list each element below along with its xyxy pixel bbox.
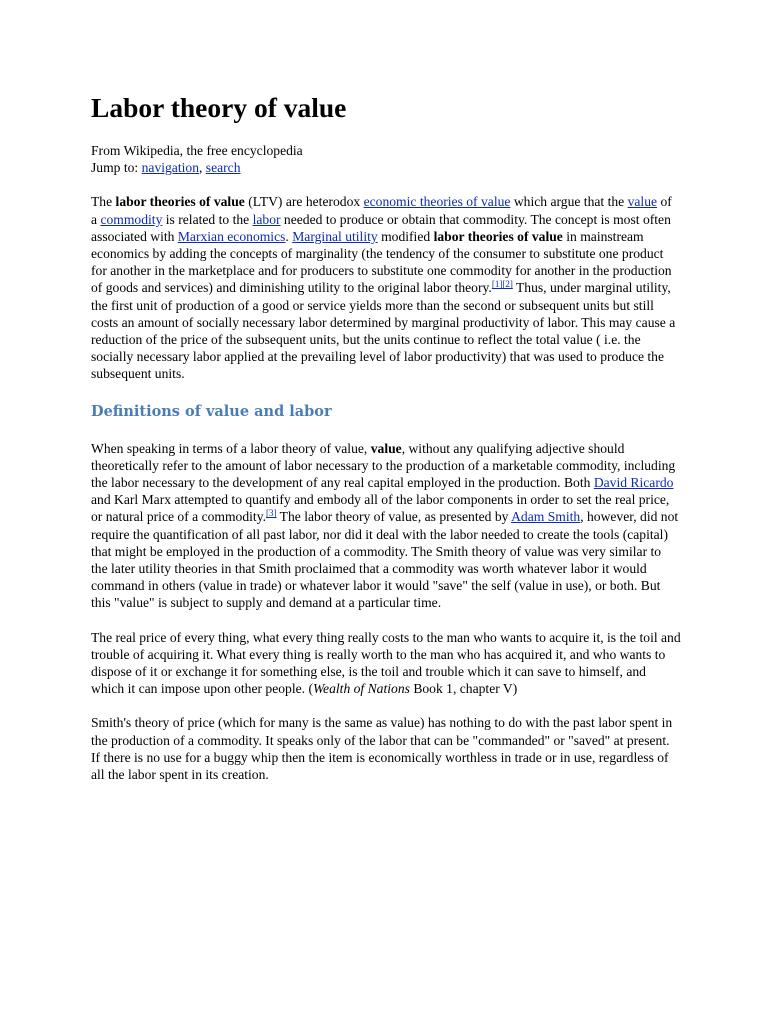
intro-paragraph xyxy=(91,193,681,382)
text: modified xyxy=(377,228,434,244)
jump-navigation-link[interactable]: navigation xyxy=(141,160,199,176)
site-sub: From Wikipedia, the free encyclopedia xyxy=(91,143,303,158)
text: The real price of every thing, what every thing really costs to the man who wants to acquire it, is the toil and trouble of acquiring it. What every thing is really worth to the man who has acquired it, and who wants to dispose of it or exchange it for something else, is the toil and trouble which it can save to himself, and which it can impose upon other people. ( xyxy=(91,629,681,697)
link-david-ricardo[interactable]: David Ricardo xyxy=(593,475,674,491)
text: (LTV) are heterodox xyxy=(244,194,364,210)
jump-to xyxy=(91,159,681,176)
page-title: Labor theory of value xyxy=(91,92,347,123)
text: The labor theory of value, as presented by xyxy=(276,509,512,525)
reference-link-3[interactable]: [3] xyxy=(266,508,277,519)
section-heading-definitions: Definitions of value and labor xyxy=(91,402,332,420)
link-value[interactable]: value xyxy=(627,194,658,210)
jump-to-label: Jump to: xyxy=(91,160,142,176)
text: Book 1, chapter V) xyxy=(409,681,518,697)
reference-2[interactable] xyxy=(502,279,513,289)
bold-term: value xyxy=(370,440,402,456)
quote-paragraph xyxy=(91,629,681,698)
link-economic-theories-of-value[interactable]: economic theories of value xyxy=(363,194,511,210)
text: Thus, under marginal utility, the first unit of production of a good or service yields more than the second or subsequent units but still costs an amount of socially necessary labor determined by marginal productivity of labor. This may cause a reduction of the price of the subsequent units, but the units continue to reflect the total value ( i.e. the socially necessary labor applied at the prevailing level of labor productivity) that was used to produce the subsequent units. xyxy=(91,280,676,382)
link-marginal-utility[interactable]: Marginal utility xyxy=(292,228,378,244)
text: of a xyxy=(91,194,672,227)
price-paragraph: Smith's theory of price (which for many is the same as value) has nothing to do with the past labor spent in the production of a commodity. It speaks only of the labor that can be "commanded" or "saved" at present. If there is no use for a buggy whip then the item is economically worthless in trade or in use, regardless of all the labor spent in its creation. xyxy=(91,715,673,783)
text: is related to the xyxy=(162,211,253,227)
link-commodity[interactable]: commodity xyxy=(100,211,163,227)
text: . xyxy=(285,228,293,244)
italic-title: Wealth of Nations xyxy=(312,681,410,697)
text: When speaking in terms of a labor theory of value, xyxy=(91,440,371,456)
text: needed to produce or obtain that commodity. The concept is most often associated with xyxy=(91,211,671,244)
jump-separator: , xyxy=(199,160,206,176)
text: in mainstream economics by adding the concepts of marginality (the tendency of the consumer to substitute one product for another in the marketplace and for producers to substitute one commodity for another in the production of goods and services) and diminishing utility to the original labor theory. xyxy=(91,228,672,296)
text: The xyxy=(91,194,116,210)
link-adam-smith[interactable]: Adam Smith xyxy=(511,509,581,525)
jump-search-link[interactable]: search xyxy=(205,160,241,176)
text: and Karl Marx attempted to quantify and embody all of the labor components in order to set the real price, or natural price of a commodity. xyxy=(91,492,670,525)
text: which argue that the xyxy=(510,194,628,210)
article-content xyxy=(91,90,681,783)
reference-3[interactable] xyxy=(266,508,277,518)
reference-1[interactable] xyxy=(492,279,503,289)
bold-term: labor theories of value xyxy=(433,228,563,244)
reference-link-1[interactable]: [1] xyxy=(491,279,503,290)
bold-term: labor theories of value xyxy=(115,194,245,210)
link-labor[interactable]: labor xyxy=(252,211,281,227)
text: , without any qualifying adjective should theoretically refer to the amount of labor necessary to the production of a marketable commodity, including the labor necessary to the development of any real capital employed in the production. Both xyxy=(91,440,676,491)
reference-link-2[interactable]: [2] xyxy=(502,279,513,290)
article-meta xyxy=(91,142,681,176)
definitions-paragraph xyxy=(91,440,681,612)
link-marxian-economics[interactable]: Marxian economics xyxy=(177,228,286,244)
text: , however, did not require the quantification of all past labor, nor did it deal with the labor needed to create the tools (capital) that might be employed in the production of a commodity. The Smith theory of value was very similar to the later utility theories in that Smith proclaimed that a commodity was worth whatever labor it would command in others (value in trade) or whatever labor it would "save" the self (value in use), or both. But this "value" is subject to supply and demand at a particular time. xyxy=(91,509,679,611)
